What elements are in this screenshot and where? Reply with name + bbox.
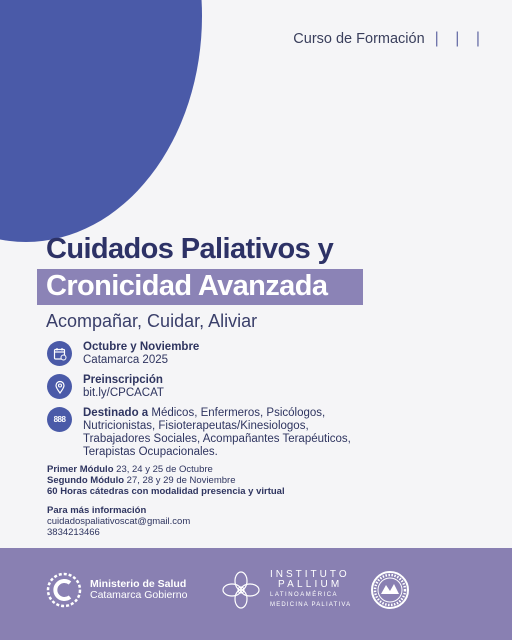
second-module-dates: 27, 28 y 29 de Noviembre — [124, 475, 236, 486]
people-icon — [47, 407, 72, 432]
ministerio-line2: Catamarca Gobierno — [90, 589, 188, 601]
pallium-line3: LATINOAMÉRICA — [270, 592, 339, 598]
hours-text: 60 Horas cátedras con modalidad presencia y virtual — [47, 486, 285, 497]
audience-line1: Médicos, Enfermeros, Psicólogos, — [148, 407, 326, 419]
ministerio-logo — [46, 572, 187, 608]
second-module-label: Segundo Módulo — [47, 475, 125, 486]
first-module-dates: 23, 24 y 25 de Octubre — [113, 464, 213, 475]
contact-email[interactable]: cuidadospaliativoscat@gmail.com — [47, 516, 191, 527]
university-seal-icon — [370, 570, 410, 610]
audience-row — [47, 407, 351, 459]
pallium-flower-icon — [222, 571, 260, 609]
preinscription-link[interactable]: bit.ly/CPCACAT — [83, 387, 164, 399]
university-seal — [370, 570, 410, 615]
audience-line3: Trabajadores Sociales, Acompañantes Terapéuticos, — [83, 433, 351, 445]
pallium-line1: INSTITUTO — [270, 569, 350, 580]
course-label: Curso de Formación — [293, 31, 425, 47]
course-header — [293, 30, 486, 48]
ministerio-emblem-icon — [46, 572, 82, 608]
preinscription-title: Preinscripción — [83, 374, 163, 386]
first-module-label: Primer Módulo — [47, 464, 114, 475]
location-pin-icon — [47, 374, 72, 399]
subtitle: Acompañar, Cuidar, Aliviar — [46, 311, 258, 331]
audience-line2: Nutricionistas, Fisioterapeutas/Kinesiologos, — [83, 420, 309, 432]
preinscription-row — [47, 374, 164, 400]
dates-row — [47, 341, 199, 367]
pallium-line2: PALLIUM — [278, 579, 343, 590]
contact-phone: 3834213466 — [47, 527, 100, 538]
header-bars: | | | — [434, 30, 486, 47]
modules-block — [47, 464, 285, 497]
title-line2: Cronicidad Avanzada — [46, 270, 328, 302]
pallium-line4: MEDICINA PALIATIVA — [270, 602, 352, 608]
ministerio-line1: Ministerio de Salud — [90, 577, 187, 590]
people-icon-glyph: 888 — [53, 415, 66, 424]
contact-label: Para más información — [47, 505, 147, 516]
audience-line4: Terapistas Ocupacionales. — [83, 446, 218, 458]
audience-label: Destinado a — [83, 407, 149, 419]
decorative-circle — [0, 0, 202, 242]
title-line1: Cuidados Paliativos y — [46, 233, 334, 265]
dates-place: Catamarca 2025 — [83, 354, 169, 366]
dates-title: Octubre y Noviembre — [83, 341, 200, 353]
calendar-icon — [47, 341, 72, 366]
contact-block — [47, 505, 190, 538]
pallium-logo — [222, 570, 351, 610]
